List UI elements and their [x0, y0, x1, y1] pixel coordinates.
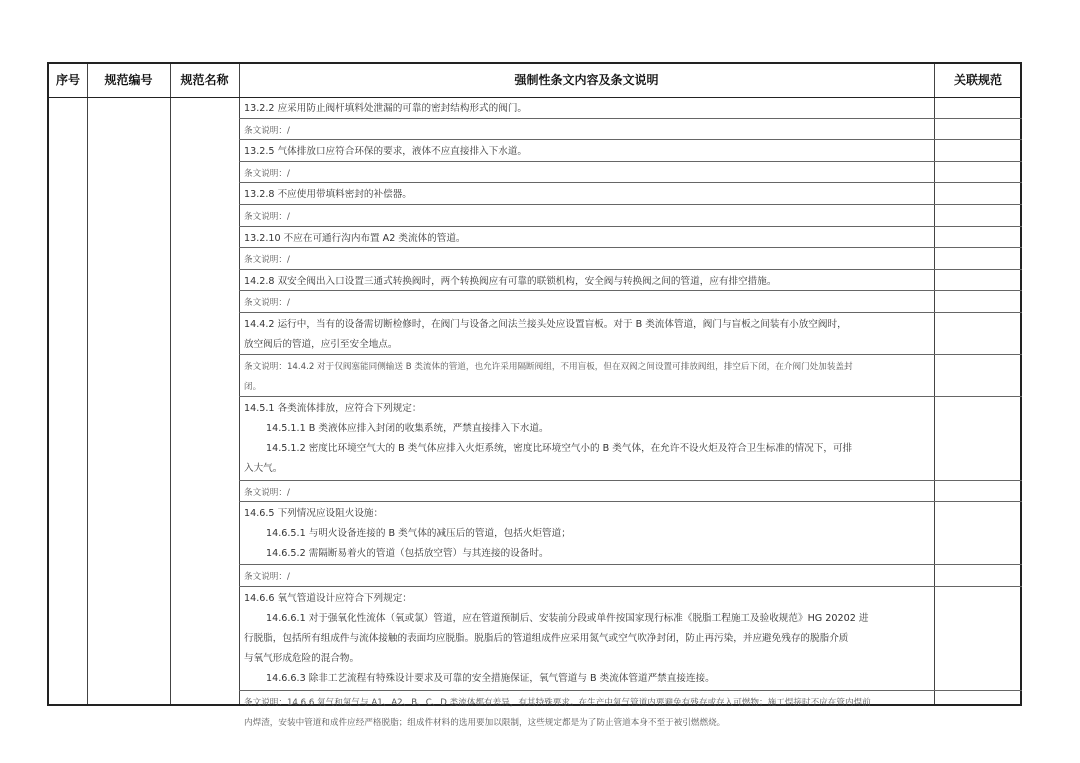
- header-index: 序号: [55, 73, 80, 87]
- text-line: 13.2.8 不应使用带填料密封的补偿器。: [244, 189, 412, 201]
- clause-row: [239, 140, 1022, 162]
- text-line: 条文说明：14.6.6 氧气和氯气与 A1、A2、B、C、D 类流体都有差异，有其特殊要求。在生产中氧气管道内要避免有残存或存入可燃物；施工焊接时不应在管内焊前: [244, 697, 871, 708]
- clause-text: [239, 205, 929, 227]
- text-line: 14.2.8 双安全阀出入口设置三通式转换阀时，两个转换阀应有可靠的联锁机构，安全阀与转换阀之间的管道，应有排空措施。: [244, 275, 777, 287]
- header-name: 规范名称: [180, 73, 229, 87]
- clause-text: [239, 291, 929, 313]
- clause-row: [239, 270, 1022, 292]
- clause-explanation-row: [239, 355, 1022, 397]
- text-line: 条文说明：/: [244, 572, 290, 583]
- clause-text: [239, 587, 929, 689]
- text-line: 14.4.2 运行中，当有的设备需切断检修时，在阀门与设备之间法兰接头处应设置盲板。对于 B 类流体管道，阀门与盲板之间装有小放空阀时，: [244, 319, 847, 330]
- clause-explanation-row: [239, 691, 1022, 733]
- clause-row: [239, 97, 1022, 119]
- text-line: 14.5.1.2 密度比环境空气大的 B 类气体应排入火炬系统，密度比环境空气小的 B 类气体，在允许不设火炬及符合卫生标准的情况下，可排: [266, 443, 853, 455]
- clause-text: [239, 119, 929, 141]
- regulation-table: [47, 62, 1022, 728]
- text-line: 条文说明：/: [244, 298, 290, 309]
- clause-explanation-row: [239, 481, 1022, 503]
- text-line: 14.6.6.1 对于强氧化性流体（氧或氯）管道，应在管道预制后、安装前分段或单件按国家现行标准《脱脂工程施工及验收规范》HG 20202 进: [266, 612, 869, 624]
- text-line: 14.6.5.2 需隔断易着火的管道（包括放空管）与其连接的设备时。: [266, 548, 549, 560]
- table-header: [49, 64, 1020, 98]
- text-line: 条文说明：/: [244, 487, 290, 498]
- clause-row: [239, 502, 1022, 565]
- clause-text: [239, 481, 929, 503]
- clause-text: [239, 691, 929, 733]
- clause-text: [239, 313, 929, 355]
- header-related: 关联规范: [953, 73, 1002, 87]
- clause-text: [239, 183, 929, 205]
- clause-text: [239, 227, 929, 249]
- clause-explanation-row: [239, 291, 1022, 313]
- clause-text: [239, 140, 929, 162]
- column-divider: [170, 64, 171, 704]
- clause-row: [239, 227, 1022, 249]
- column-divider: [87, 64, 88, 704]
- text-line: 13.2.5 气体排放口应符合环保的要求，液体不应直接排入下水道。: [244, 146, 528, 158]
- clause-explanation-row: [239, 119, 1022, 141]
- clause-text: [239, 162, 929, 184]
- clause-text: [239, 565, 929, 587]
- text-line: 闭。: [244, 382, 262, 393]
- text-line: 条文说明：/: [244, 168, 290, 179]
- clause-explanation-row: [239, 248, 1022, 270]
- text-line: 放空阀后的管道，应引至安全地点。: [244, 339, 398, 350]
- clause-text: [239, 502, 929, 564]
- text-line: 与氧气形成危险的混合物。: [244, 652, 360, 664]
- text-line: 条文说明：14.4.2 对于仅阀塞能同侧输送 B 类流体的管道，也允许采用隔断阀组，不用盲板，但在双阀之间设置可排放阀组，排空后下闭，在介阀门处加装盖封: [244, 362, 853, 373]
- clause-explanation-row: [239, 205, 1022, 227]
- clause-row: [239, 183, 1022, 205]
- header-code: 规范编号: [104, 73, 153, 87]
- text-line: 条文说明：/: [244, 125, 290, 136]
- text-line: 内焊渣，安装中管道和成件应经严格脱脂；组成件材料的选用要加以限制，这些规定都是为了防止管道本身不至于被引燃燃烧。: [244, 717, 726, 728]
- clause-row: [239, 313, 1022, 355]
- text-line: 14.6.5 下列情况应设阻火设施：: [244, 508, 384, 520]
- text-line: 13.2.2 应采用防止阀杆填料处泄漏的可靠的密封结构形式的阀门。: [244, 103, 528, 114]
- clause-explanation-row: [239, 565, 1022, 587]
- clause-text: [239, 270, 929, 292]
- clause-explanation-row: [239, 162, 1022, 184]
- clause-text: [239, 97, 929, 119]
- text-line: 14.5.1 各类流体排放，应符合下列规定：: [244, 403, 422, 415]
- text-line: 14.5.1.1 B 类液体应排入封闭的收集系统，严禁直接排入下水道。: [266, 423, 549, 435]
- text-line: 13.2.10 不应在可通行沟内布置 A2 类流体的管道。: [244, 232, 466, 244]
- text-line: 入大气。: [244, 463, 283, 475]
- text-line: 行脱脂，包括所有组成件与流体接触的表面均应脱脂。脱脂后的管道组成件应采用氮气或空气吹净封闭，防止再污染，并应避免残存的脱脂介质: [244, 632, 849, 644]
- clause-row: [239, 397, 1022, 480]
- clause-text: [239, 248, 929, 270]
- text-line: 14.6.6 氧气管道设计应符合下列规定：: [244, 592, 412, 604]
- clause-text: [239, 355, 929, 397]
- text-line: 14.6.5.1 与明火设备连接的 B 类气体的减压后的管道，包括火炬管道；: [266, 528, 571, 540]
- text-line: 条文说明：/: [244, 212, 290, 222]
- text-line: 条文说明：/: [244, 255, 290, 266]
- clause-row: [239, 587, 1022, 691]
- clause-text: [239, 397, 929, 479]
- text-line: 14.6.6.3 除非工艺流程有特殊设计要求及可靠的安全措施保证，氧气管道与 B 类流体管道严禁直接连接。: [266, 672, 715, 684]
- header-content: 强制性条文内容及条文说明: [514, 73, 659, 87]
